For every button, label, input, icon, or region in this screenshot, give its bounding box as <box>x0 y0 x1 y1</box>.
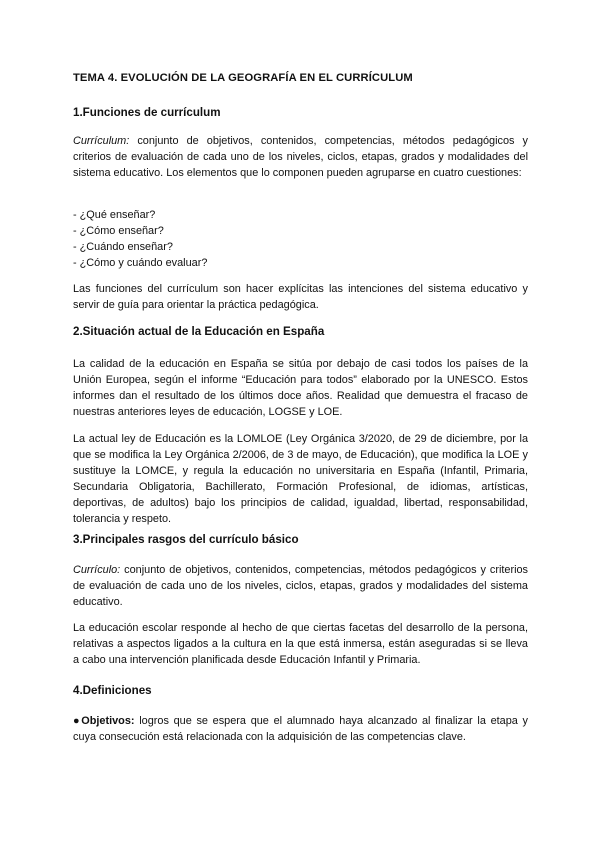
education-quality-paragraph: La calidad de la educación en España se sitúa por debajo de casi todos los países de la Unión Europea, según el informe “Educación para todos” elaborado por la UNESCO. Estos informes dan el resultado de los últimos doce años. Realidad que demuestra el fracaso de nuestras anteriores leyes de educación, LOGSE y LOE. <box>73 358 528 419</box>
objetivos-definition <box>73 713 528 745</box>
curriculo-definition-text: conjunto de objetivos, contenidos, competencias, métodos pedagógicos y criterios de evaluación de cada uno de los niveles, ciclos, etapas, grados y modalidades del sistema educativo. <box>73 564 528 609</box>
objetivos-term: ●Objetivos: <box>73 715 135 727</box>
questions-list <box>73 207 528 271</box>
objetivos-definition-text: logros que se espera que el alumnado haya alcanzado al finalizar la etapa y cuya consecución está relacionada con la adquisición de las competencias clave. <box>73 715 528 744</box>
curriculo-definition <box>73 562 528 610</box>
section-4-heading: 4.Definiciones <box>73 684 152 697</box>
section-1-heading: 1.Funciones de currículum <box>73 106 221 119</box>
list-item: - ¿Cómo enseñar? <box>73 225 164 238</box>
section-2-heading: 2.Situación actual de la Educación en España <box>73 325 325 338</box>
section-3-heading: 3.Principales rasgos del currículo básico <box>73 533 299 546</box>
list-item: - ¿Cuándo enseñar? <box>73 241 173 254</box>
list-item: - ¿Cómo y cuándo evaluar? <box>73 257 208 270</box>
curriculum-definition-text: conjunto de objetivos, contenidos, competencias, métodos pedagógicos y criterios de evaluación de cada uno de los niveles, ciclos, etapas, grados y modalidades del sistema educativo. Los elementos que lo componen pueden agruparse en cuatro cuestiones: <box>73 135 528 180</box>
school-education-paragraph: La educación escolar responde al hecho de que ciertas facetas del desarrollo de la persona, relativas a aspectos ligados a la cultura en la que está inmersa, están aseguradas si se lleva a cabo una intervención planificada desde Educación Infantil y Primaria. <box>73 622 528 667</box>
curriculum-definition <box>73 133 528 181</box>
curriculo-term: Currículo: <box>73 564 121 576</box>
document-title: TEMA 4. EVOLUCIÓN DE LA GEOGRAFÍA EN EL CURRÍCULUM <box>73 72 413 84</box>
current-law-paragraph: La actual ley de Educación es la LOMLOE (Ley Orgánica 3/2020, de 29 de diciembre, por la que se modifica la Ley Orgánica 2/2006, de 3 de mayo, de Educación), que modifica la LOE y sustituye la LOMCE, y regula la educación no universitaria en España (Infantil, Primaria, Secundaria Obligatoria, Bachillerato, Formación Profesional, de idiomas, artísticas, deportivas, de adultos) bajo los principios de calidad, igualdad, libertad, responsabilidad, tolerancia y respeto. <box>73 433 528 526</box>
curriculum-functions: Las funciones del currículum son hacer explícitas las intenciones del sistema educativo y servir de guía para orientar la práctica pedagógica. <box>73 283 528 312</box>
list-item: - ¿Qué enseñar? <box>73 209 156 221</box>
curriculum-term: Currículum: <box>73 135 130 147</box>
